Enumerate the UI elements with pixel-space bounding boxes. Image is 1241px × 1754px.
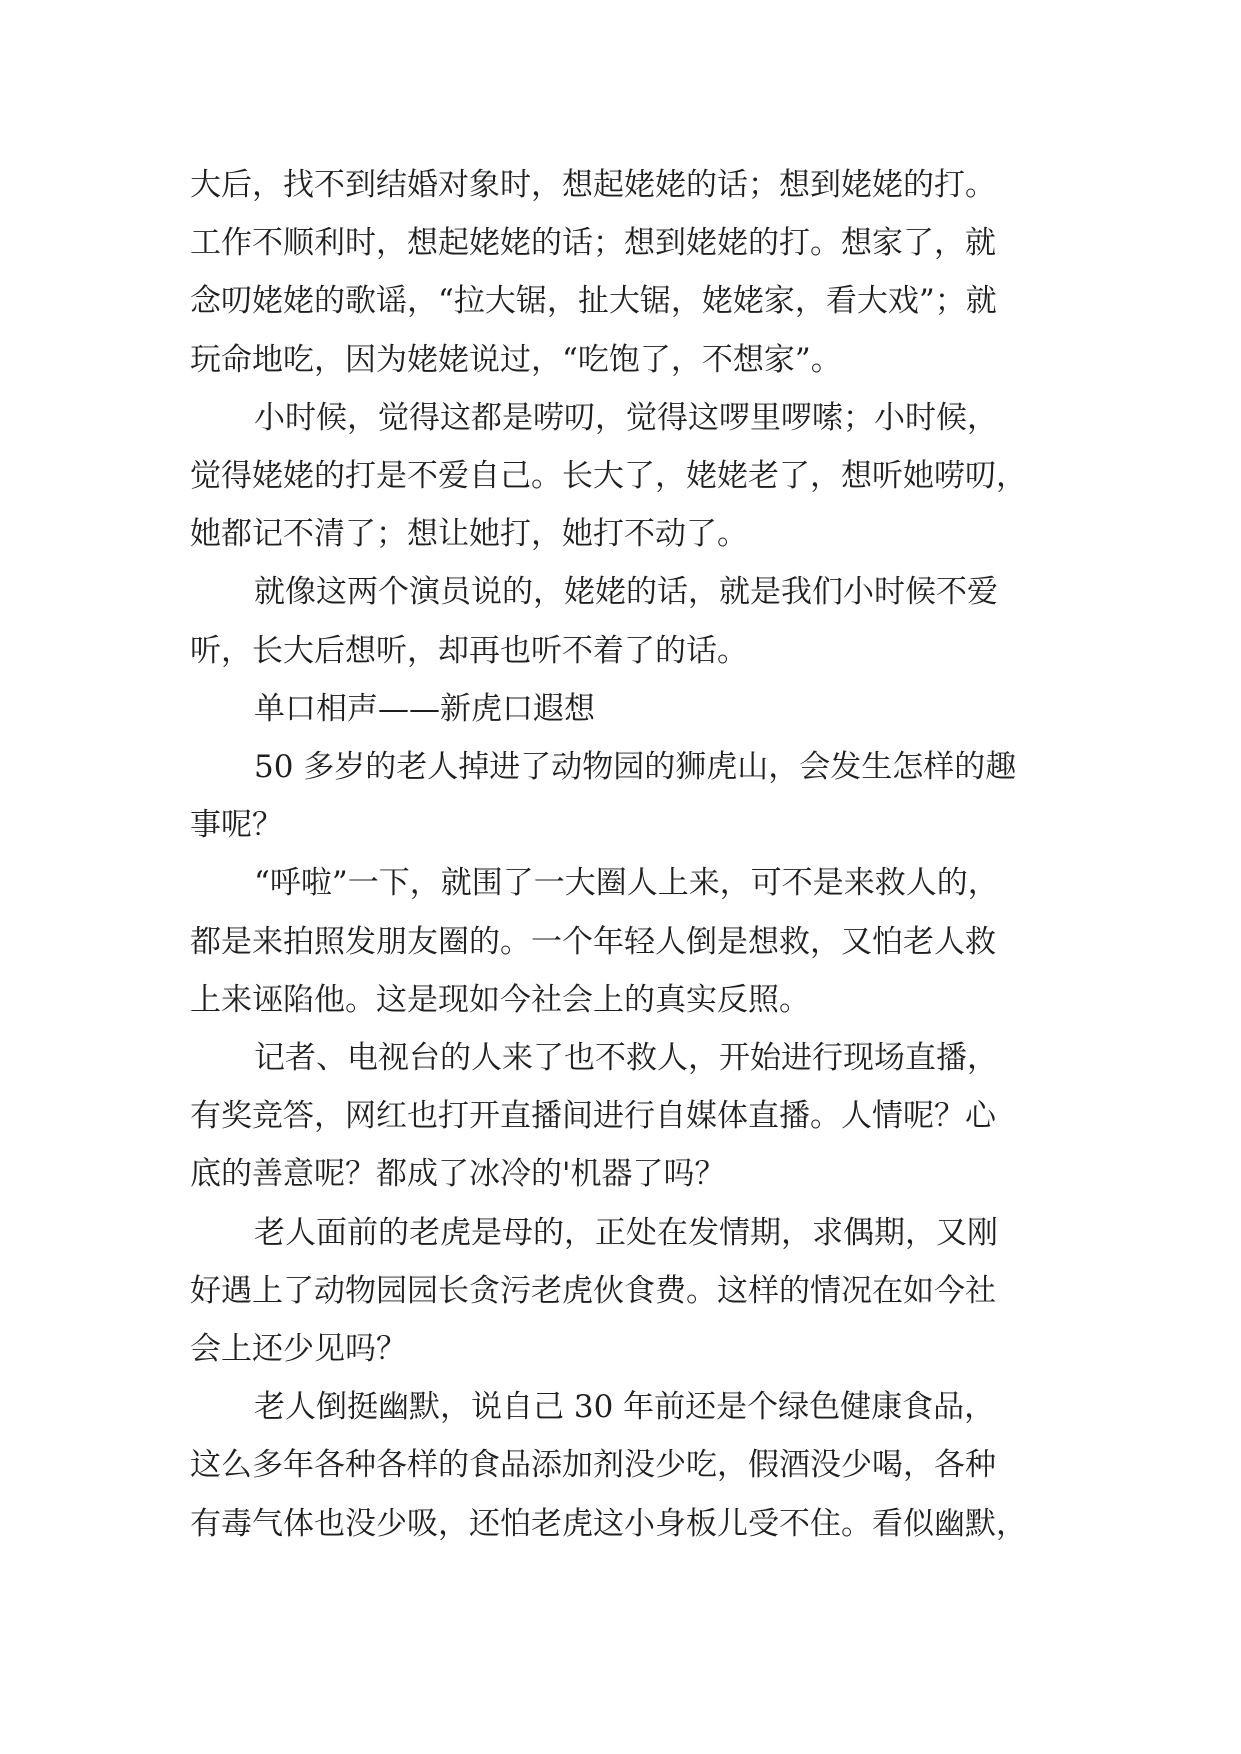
- text-line: 就像这两个演员说的，姥姥的话，就是我们小时候不爱: [254, 574, 998, 611]
- text-line: 玩命地吃，因为姥姥说过，“吃饱了，不想家”。: [190, 341, 842, 378]
- text-line: 事呢？: [190, 807, 283, 844]
- text-line: 老人面前的老虎是母的，正处在发情期，求偶期，又刚: [254, 1214, 998, 1251]
- text-line: “呼啦”一下，就围了一大圈人上来，可不是来救人的，: [254, 865, 999, 902]
- text-line: 工作不顺利时，想起姥姥的话；想到姥姥的打。想家了，就: [190, 225, 996, 262]
- text-line: 单口相声——新虎口遐想: [254, 690, 595, 727]
- text-line: 好遇上了动物园园长贪污老虎伙食费。这样的情况在如今社: [190, 1272, 996, 1309]
- text-line: 这么多年各种各样的食品添加剂没少吃，假酒没少喝，各种: [190, 1447, 996, 1484]
- text-line: 有奖竞答，网红也打开直播间进行自媒体直播。人情呢？心: [190, 1098, 996, 1135]
- text-line: 念叨姥姥的歌谣，“拉大锯，扯大锯，姥姥家，看大戏”；就: [190, 283, 997, 320]
- paragraph-4: [190, 738, 1070, 854]
- text-line: 底的善意呢？都成了冰冷的'机器了吗？: [190, 1156, 726, 1193]
- text-line: 她都记不清了；想让她打，她打不动了。: [190, 516, 748, 553]
- paragraph-7: [190, 1204, 1070, 1379]
- text-line: 上来诬陷他。这是现如今社会上的真实反照。: [190, 981, 810, 1018]
- text-line: 记者、电视台的人来了也不救人，开始进行现场直播，: [254, 1040, 998, 1077]
- paragraph-3: [190, 563, 1070, 679]
- body-text: [190, 156, 1070, 1553]
- text-line: 都是来拍照发朋友圈的。一个年轻人倒是想救，又怕老人救: [190, 923, 996, 960]
- text-line: 会上还少见吗？: [190, 1331, 407, 1368]
- text-line: 听，长大后想听，却再也听不着了的话。: [190, 632, 748, 669]
- paragraph-1: [190, 156, 1070, 389]
- text-line: 大后，找不到结婚对象时，想起姥姥的话；想到姥姥的打。: [190, 167, 996, 203]
- text-line: 老人倒挺幽默，说自己 30 年前还是个绿色健康食品，: [254, 1389, 996, 1426]
- text-line: 50 多岁的老人掉进了动物园的狮虎山，会发生怎样的趣: [254, 749, 1017, 786]
- text-line: 觉得姥姥的打是不爱自己。长大了，姥姥老了，想听她唠叨，: [190, 458, 1027, 495]
- paragraph-6: [190, 1029, 1070, 1204]
- text-line: 有毒气体也没少吸，还怕老虎这小身板儿受不住。看似幽默，: [190, 1505, 1027, 1542]
- paragraph-8: [190, 1378, 1070, 1553]
- paragraph-5: [190, 854, 1070, 1029]
- text-line: 小时候，觉得这都是唠叨，觉得这啰里啰嗦；小时候，: [254, 399, 998, 436]
- section-heading: [190, 680, 1070, 738]
- paragraph-2: [190, 389, 1070, 564]
